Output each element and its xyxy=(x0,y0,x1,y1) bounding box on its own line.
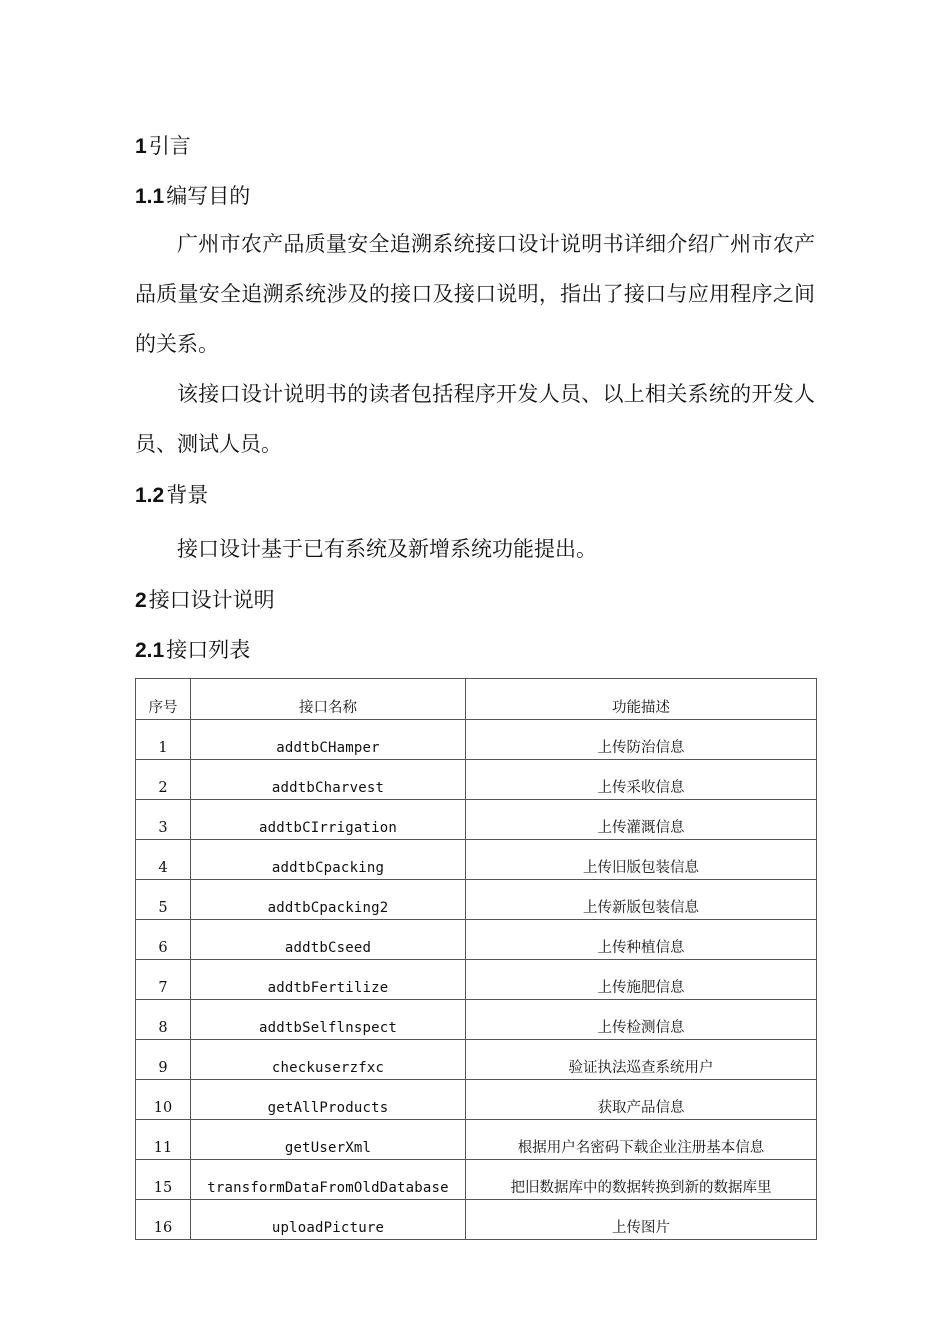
cell-description: 上传种植信息 xyxy=(466,920,817,960)
cell-index: 1 xyxy=(136,720,191,760)
cell-description: 根据用户名密码下载企业注册基本信息 xyxy=(466,1120,817,1160)
cell-description: 上传灌溉信息 xyxy=(466,800,817,840)
heading-2-1 xyxy=(135,637,250,664)
cell-index: 9 xyxy=(136,1040,191,1080)
interface-table xyxy=(135,678,817,1240)
cell-description: 上传新版包装信息 xyxy=(466,880,817,920)
cell-description: 上传图片 xyxy=(466,1200,817,1240)
table-header-row xyxy=(136,679,817,720)
table-row xyxy=(136,1120,817,1160)
paragraph-purpose: 广州市农产品质量安全追溯系统接口设计说明书详细介绍广州市农产品质量安全追溯系统涉及的接口及接口说明，指出了接口与应用程序之间的关系。 xyxy=(135,232,815,356)
cell-index: 15 xyxy=(136,1160,191,1200)
heading-1-2 xyxy=(135,482,208,509)
heading-title: 接口设计说明 xyxy=(148,588,275,612)
header-interface-name: 接口名称 xyxy=(191,679,466,720)
cell-index: 3 xyxy=(136,800,191,840)
cell-interface-name: addtbCpacking2 xyxy=(191,880,466,920)
heading-1 xyxy=(135,133,191,160)
cell-index: 11 xyxy=(136,1120,191,1160)
cell-interface-name: transformDataFromOldDatabase xyxy=(191,1160,466,1200)
header-description: 功能描述 xyxy=(466,679,817,720)
heading-number: 2.1 xyxy=(135,639,165,662)
cell-interface-name: checkuserzfxc xyxy=(191,1040,466,1080)
cell-description: 验证执法巡查系统用户 xyxy=(466,1040,817,1080)
cell-description: 上传施肥信息 xyxy=(466,960,817,1000)
cell-description: 上传采收信息 xyxy=(466,760,817,800)
cell-description: 上传检测信息 xyxy=(466,1000,817,1040)
cell-interface-name: addtbCpacking xyxy=(191,840,466,880)
heading-title: 背景 xyxy=(166,483,209,507)
cell-description: 获取产品信息 xyxy=(466,1080,817,1120)
heading-number: 2 xyxy=(135,589,147,612)
table-row xyxy=(136,1200,817,1240)
cell-index: 16 xyxy=(136,1200,191,1240)
table-row xyxy=(136,1040,817,1080)
table-body xyxy=(136,720,817,1240)
heading-number: 1.1 xyxy=(135,185,165,208)
cell-interface-name: getAllProducts xyxy=(191,1080,466,1120)
cell-interface-name: getUserXml xyxy=(191,1120,466,1160)
cell-interface-name: addtbSelflnspect xyxy=(191,1000,466,1040)
table-row xyxy=(136,920,817,960)
table-row xyxy=(136,1080,817,1120)
cell-index: 2 xyxy=(136,760,191,800)
cell-interface-name: addtbFertilize xyxy=(191,960,466,1000)
heading-number: 1 xyxy=(135,135,147,158)
cell-interface-name: addtbCIrrigation xyxy=(191,800,466,840)
heading-title: 接口列表 xyxy=(166,638,251,662)
table-row xyxy=(136,960,817,1000)
heading-number: 1.2 xyxy=(135,484,165,507)
cell-index: 4 xyxy=(136,840,191,880)
cell-index: 6 xyxy=(136,920,191,960)
cell-index: 10 xyxy=(136,1080,191,1120)
table-row xyxy=(136,1160,817,1200)
table-row xyxy=(136,800,817,840)
heading-title: 编写目的 xyxy=(166,184,251,208)
cell-interface-name: addtbCHamper xyxy=(191,720,466,760)
cell-interface-name: addtbCseed xyxy=(191,920,466,960)
cell-interface-name: addtbCharvest xyxy=(191,760,466,800)
cell-index: 7 xyxy=(136,960,191,1000)
table-row xyxy=(136,760,817,800)
cell-index: 5 xyxy=(136,880,191,920)
paragraph-readers: 该接口设计说明书的读者包括程序开发人员、以上相关系统的开发人员、测试人员。 xyxy=(135,382,815,456)
table-row xyxy=(136,840,817,880)
cell-description: 上传防治信息 xyxy=(466,720,817,760)
paragraph-background: 接口设计基于已有系统及新增系统功能提出。 xyxy=(177,537,597,561)
heading-title: 引言 xyxy=(148,134,191,158)
table-row xyxy=(136,1000,817,1040)
table-row xyxy=(136,880,817,920)
header-index: 序号 xyxy=(136,679,191,720)
cell-interface-name: uploadPicture xyxy=(191,1200,466,1240)
cell-description: 把旧数据库中的数据转换到新的数据库里 xyxy=(466,1160,817,1200)
cell-description: 上传旧版包装信息 xyxy=(466,840,817,880)
heading-1-1 xyxy=(135,183,250,210)
cell-index: 8 xyxy=(136,1000,191,1040)
heading-2 xyxy=(135,587,275,614)
table-row xyxy=(136,720,817,760)
